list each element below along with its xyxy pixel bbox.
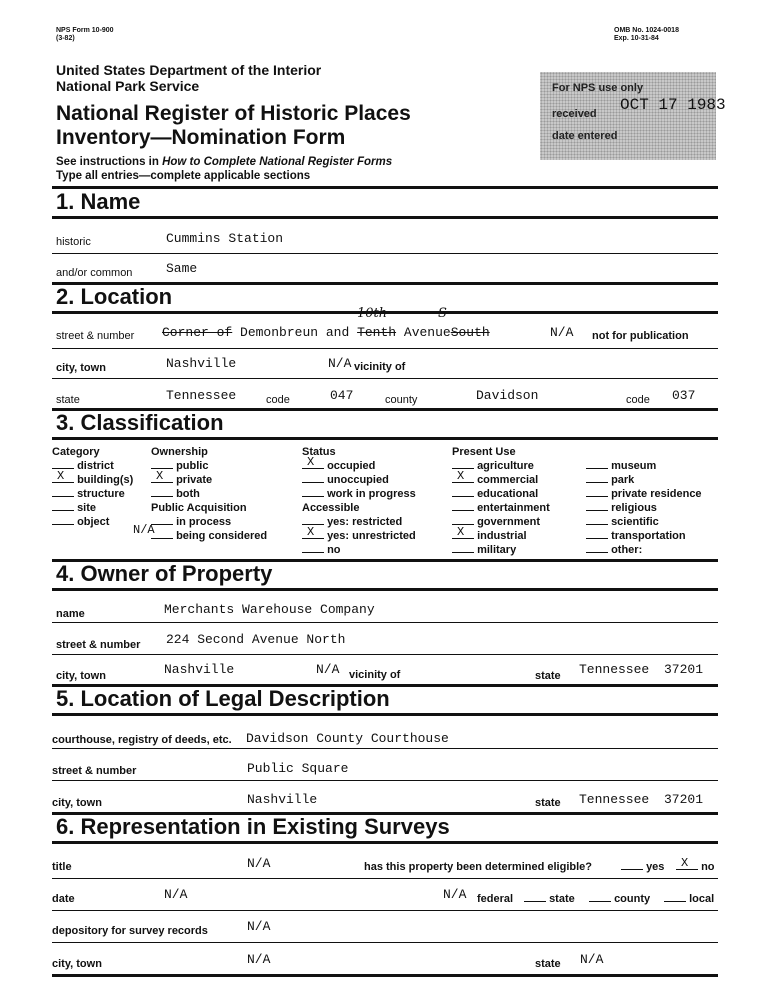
legal-state-label: state xyxy=(535,797,561,809)
option-row[interactable]: X building(s) xyxy=(52,473,133,487)
survey-city-label: city, town xyxy=(52,958,102,970)
county-code-label: code xyxy=(626,394,650,406)
eligible-question: has this property been determined eligible? xyxy=(364,861,592,873)
option-row[interactable]: agriculture xyxy=(452,459,550,473)
option-row[interactable]: both xyxy=(151,487,212,501)
option-row[interactable]: X commercial xyxy=(452,473,550,487)
street-label: street & number xyxy=(56,330,135,342)
option-row[interactable]: park xyxy=(586,473,702,487)
received-date: OCT 17 1983 xyxy=(620,96,726,114)
nps-use-stamp xyxy=(540,72,726,160)
option-row[interactable]: public xyxy=(151,459,212,473)
eligible-no-option[interactable]: X no xyxy=(676,860,715,874)
rule xyxy=(52,974,718,977)
accessible-list xyxy=(302,515,416,557)
city-label: city, town xyxy=(56,362,106,374)
option-row[interactable]: entertainment xyxy=(452,501,550,515)
rule xyxy=(52,588,718,591)
stamp-heading: For NPS use only xyxy=(552,82,644,94)
status-list xyxy=(302,455,416,501)
rule xyxy=(52,748,718,749)
accessible-heading: Accessible xyxy=(302,502,360,514)
option-row[interactable]: in process xyxy=(151,515,267,529)
legal-city-label: city, town xyxy=(52,797,102,809)
legal-street-field[interactable]: Public Square xyxy=(247,761,349,776)
rule xyxy=(52,622,718,623)
option-row[interactable]: unoccupied xyxy=(302,473,416,487)
state-code-field[interactable]: 047 xyxy=(330,388,354,403)
rule xyxy=(52,713,718,716)
vicinity-value[interactable]: N/A xyxy=(328,356,352,371)
federal-label: federal xyxy=(477,893,514,905)
owner-state-label: state xyxy=(535,670,561,682)
rule xyxy=(52,253,718,254)
vicinity-label: vicinity of xyxy=(354,361,406,373)
state-option[interactable]: state xyxy=(524,892,575,906)
option-row[interactable]: district xyxy=(52,459,133,473)
survey-title-field[interactable]: N/A xyxy=(247,856,271,871)
county-option[interactable]: county xyxy=(589,892,650,906)
status-heading: Status xyxy=(302,446,336,458)
section-3-heading: 3. Classification xyxy=(56,410,224,435)
acquisition-list xyxy=(151,515,267,543)
form-number: NPS Form 10-900 xyxy=(56,27,114,34)
option-row[interactable]: X yes: unrestricted xyxy=(302,529,416,543)
present-use-heading: Present Use xyxy=(452,446,516,458)
historic-name-field[interactable]: Cummins Station xyxy=(166,231,284,246)
received-label: received xyxy=(552,108,597,120)
depository-field[interactable]: N/A xyxy=(247,919,271,934)
rule xyxy=(52,654,718,655)
handwritten-s: S xyxy=(438,306,447,321)
option-row[interactable]: site xyxy=(52,501,133,515)
rule xyxy=(52,942,718,943)
form-title-line1: National Register of Historic Places xyxy=(56,102,411,125)
state-field[interactable]: Tennessee xyxy=(166,388,237,403)
not-for-publication-label: not for publication xyxy=(592,330,689,342)
rule xyxy=(52,780,718,781)
historic-label: historic xyxy=(56,236,91,248)
rule xyxy=(52,348,718,349)
owner-state-field[interactable]: Tennessee xyxy=(579,662,650,677)
section-2-heading: 2. Location xyxy=(56,284,173,309)
option-row[interactable]: structure xyxy=(52,487,133,501)
not-for-publication-value[interactable]: N/A xyxy=(550,325,574,340)
option-row[interactable]: government xyxy=(452,515,550,529)
option-row[interactable]: X occupied xyxy=(302,459,416,473)
service: National Park Service xyxy=(56,78,200,94)
present-use-list-2 xyxy=(586,459,702,557)
option-row[interactable]: object xyxy=(52,515,133,529)
section-6-heading: 6. Representation in Existing Surveys xyxy=(56,814,450,839)
rule xyxy=(52,216,718,219)
option-row[interactable]: no xyxy=(302,543,416,557)
option-row[interactable]: transportation xyxy=(586,529,702,543)
ownership-heading: Ownership xyxy=(151,446,208,458)
common-name-label: and/or common xyxy=(56,267,133,279)
instructions-line1: See instructions in How to Complete National Register Forms xyxy=(56,156,393,168)
present-use-list-1 xyxy=(452,459,550,557)
rule xyxy=(52,378,718,379)
date-entered-label: date entered xyxy=(552,130,618,142)
form-title-line2: Inventory—Nomination Form xyxy=(56,126,346,149)
eligible-yes-option[interactable]: yes xyxy=(621,860,664,874)
depository-label: depository for survey records xyxy=(52,925,208,937)
legal-city-field[interactable]: Nashville xyxy=(247,792,318,807)
form-revision: (3-82) xyxy=(56,35,75,42)
option-row[interactable]: X private xyxy=(151,473,212,487)
option-row[interactable]: military xyxy=(452,543,550,557)
option-row[interactable]: museum xyxy=(586,459,702,473)
acquisition-heading: Public Acquisition xyxy=(151,502,247,514)
option-row[interactable]: yes: restricted xyxy=(302,515,416,529)
code-label: code xyxy=(266,394,290,406)
expiration: Exp. 10-31-84 xyxy=(614,35,659,42)
owner-vicinity-value[interactable]: N/A xyxy=(316,662,340,677)
owner-street-label: street & number xyxy=(56,639,141,651)
rule xyxy=(52,186,718,189)
rule xyxy=(52,841,718,844)
owner-name-field[interactable]: Merchants Warehouse Company xyxy=(164,602,375,617)
instructions-line2: Type all entries—complete applicable sections xyxy=(56,170,311,182)
owner-city-label: city, town xyxy=(56,670,106,682)
owner-street-field[interactable]: 224 Second Avenue North xyxy=(166,632,346,647)
category-heading: Category xyxy=(52,446,100,458)
section-1-heading: 1. Name xyxy=(56,189,141,214)
county-field[interactable]: Davidson xyxy=(476,388,539,403)
owner-name-label: name xyxy=(56,608,85,620)
local-option[interactable]: local xyxy=(664,892,714,906)
section-5-heading: 5. Location of Legal Description xyxy=(56,686,390,711)
option-row[interactable]: scientific xyxy=(586,515,702,529)
option-row[interactable]: other: xyxy=(586,543,702,557)
handwritten-10th: 10th xyxy=(357,306,388,321)
federal-mark[interactable]: N/A xyxy=(443,887,467,902)
rule xyxy=(52,437,718,440)
state-label: state xyxy=(56,394,80,406)
option-row[interactable]: X industrial xyxy=(452,529,550,543)
survey-date-field[interactable]: N/A xyxy=(164,887,188,902)
department: United States Department of the Interior xyxy=(56,62,322,78)
option-row[interactable]: private residence xyxy=(586,487,702,501)
legal-zip-field[interactable]: 37201 xyxy=(664,792,704,807)
option-row[interactable]: being considered xyxy=(151,529,267,543)
courthouse-label: courthouse, registry of deeds, etc. xyxy=(52,734,232,746)
survey-state-label: state xyxy=(535,958,561,970)
courthouse-field[interactable]: Davidson County Courthouse xyxy=(246,731,449,746)
owner-city-field[interactable]: Nashville xyxy=(164,662,235,677)
county-label: county xyxy=(385,394,418,406)
category-list xyxy=(52,459,133,529)
legal-street-label: street & number xyxy=(52,765,137,777)
owner-zip-field[interactable]: 37201 xyxy=(664,662,704,677)
street-field[interactable]: Corner of Demonbreun and Tenth AvenueSouth xyxy=(162,325,490,340)
rule xyxy=(52,910,718,911)
legal-state-field[interactable]: Tennessee xyxy=(579,792,650,807)
city-field[interactable]: Nashville xyxy=(166,356,237,371)
rule xyxy=(52,878,718,879)
survey-state-field[interactable]: N/A xyxy=(580,952,604,967)
omb-number: OMB No. 1024-0018 xyxy=(614,27,679,34)
county-code-field[interactable]: 037 xyxy=(672,388,696,403)
survey-date-label: date xyxy=(52,893,75,905)
section-4-heading: 4. Owner of Property xyxy=(56,561,273,586)
option-row[interactable]: religious xyxy=(586,501,702,515)
option-row[interactable]: work in progress xyxy=(302,487,416,501)
option-row[interactable]: educational xyxy=(452,487,550,501)
acquisition-na[interactable]: N/A xyxy=(133,523,155,537)
common-name-field[interactable]: Same xyxy=(166,261,198,276)
owner-vicinity-label: vicinity of xyxy=(349,669,401,681)
ownership-list xyxy=(151,459,212,501)
survey-city-field[interactable]: N/A xyxy=(247,952,271,967)
survey-title-label: title xyxy=(52,861,72,873)
